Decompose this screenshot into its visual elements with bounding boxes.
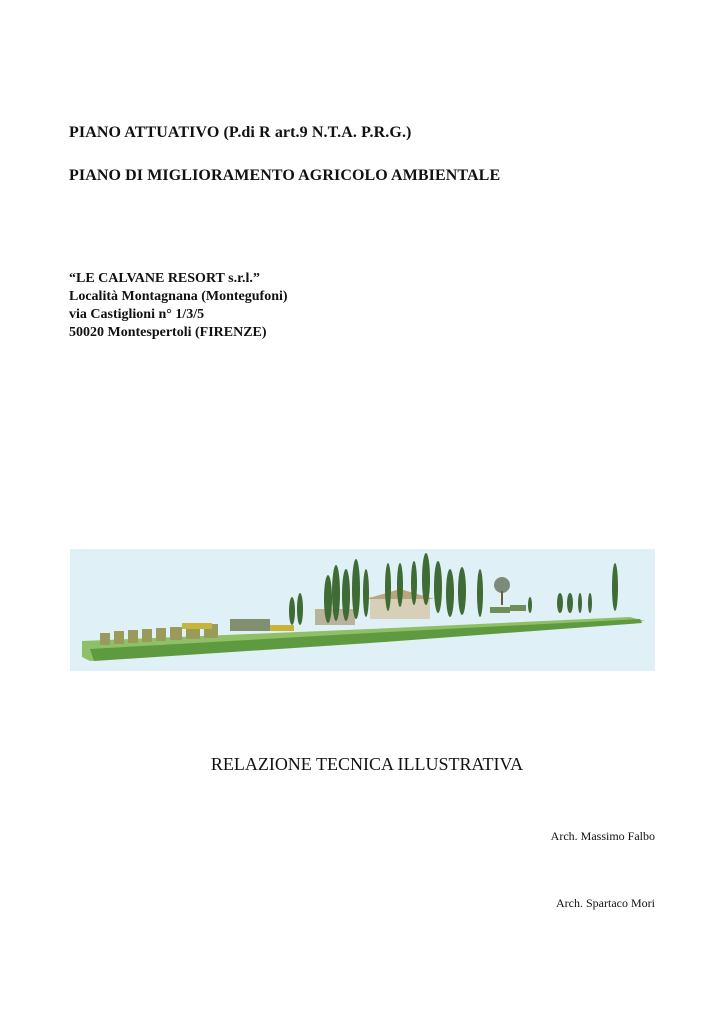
locality: Località Montagnana (Montegufoni) — [69, 289, 288, 304]
report-title: RELAZIONE TECNICA ILLUSTRATIVA — [210, 754, 524, 774]
landscape-illustration — [70, 549, 655, 671]
author-name: Arch. Massimo Falbo — [550, 829, 655, 843]
landscape-rendering — [70, 549, 655, 671]
client-address-block — [69, 270, 288, 342]
company-name: “LE CALVANE RESORT s.r.l.” — [69, 271, 260, 286]
city-line: 50020 Montespertoli (FIRENZE) — [69, 325, 267, 340]
document-title-line-2: PIANO DI MIGLIORAMENTO AGRICOLO AMBIENTALE — [69, 167, 501, 184]
document-title-line-1: PIANO ATTUATIVO (P.di R art.9 N.T.A. P.R.G.) — [69, 124, 412, 141]
street-address: via Castiglioni n° 1/3/5 — [69, 307, 205, 322]
author-name: Arch. Spartaco Mori — [556, 896, 655, 910]
